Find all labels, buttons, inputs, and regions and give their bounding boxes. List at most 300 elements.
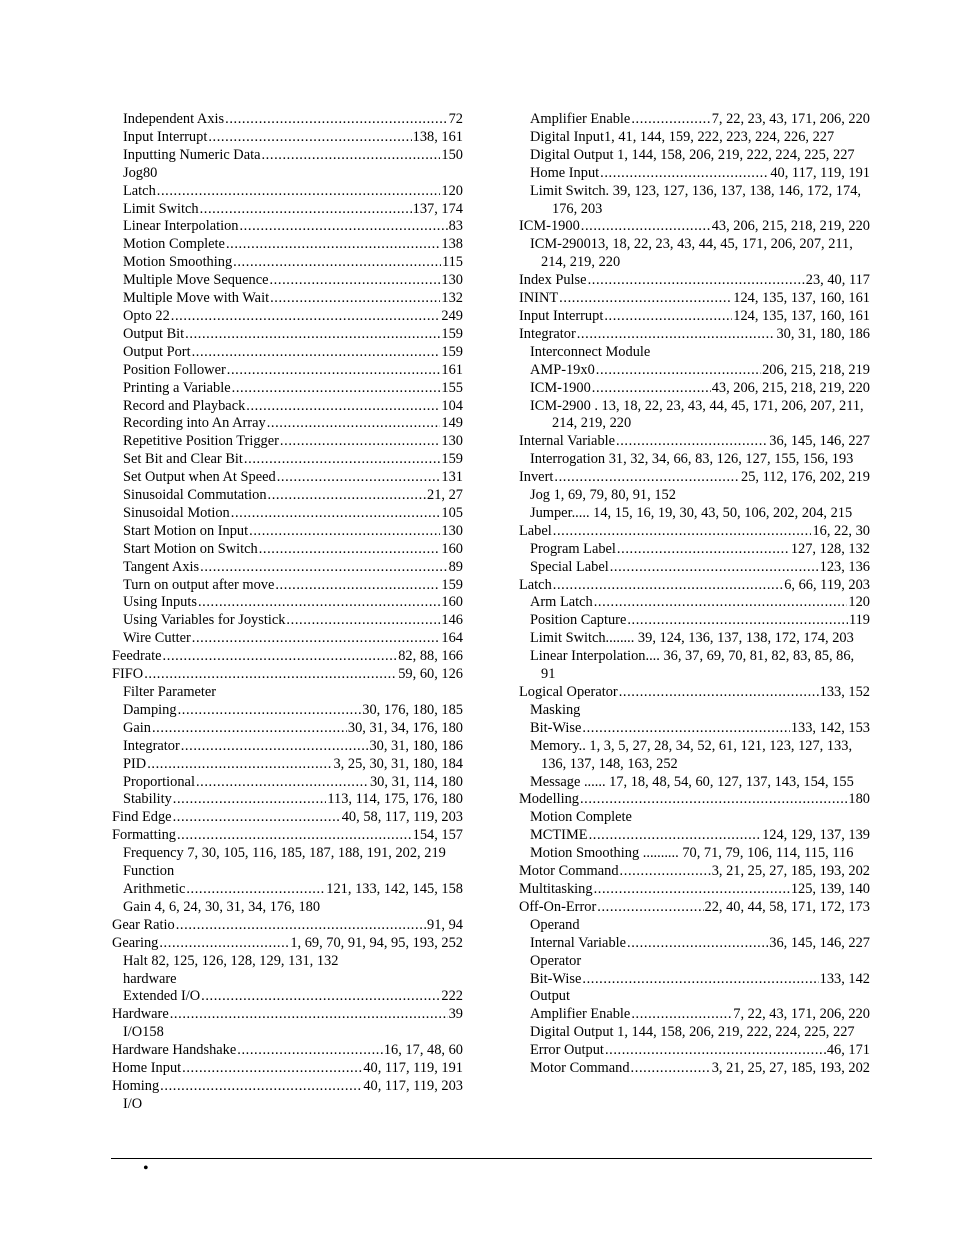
index-pages: 133, 142 bbox=[819, 970, 870, 987]
index-term: Proportional bbox=[123, 773, 195, 790]
index-term: Using Inputs bbox=[123, 594, 197, 611]
index-term: Message ...... 17, 18, 48, 54, 60, 127, 137, 143, 154, 155 bbox=[530, 773, 854, 790]
index-entry bbox=[112, 863, 463, 881]
dot-leader bbox=[186, 881, 325, 899]
index-term: Digital Input1, 41, 144, 159, 222, 223, 224, 226, 227 bbox=[530, 128, 835, 145]
index-term: Masking bbox=[530, 701, 581, 718]
index-entry bbox=[112, 201, 463, 219]
index-entry bbox=[519, 791, 870, 809]
index-term: Output Port bbox=[123, 343, 191, 360]
index-pages: 146 bbox=[441, 612, 463, 629]
index-entry bbox=[112, 236, 463, 254]
dot-leader bbox=[201, 988, 440, 1006]
index-pages: 120 bbox=[441, 182, 463, 199]
index-pages: 21, 27 bbox=[427, 487, 463, 504]
index-term: Position Follower bbox=[123, 361, 226, 378]
index-entry bbox=[519, 523, 870, 541]
dot-leader bbox=[163, 648, 398, 666]
index-term: Frequency 7, 30, 105, 116, 185, 187, 188, 191, 202, 219 bbox=[123, 845, 446, 862]
index-entry bbox=[112, 1060, 463, 1078]
dot-leader bbox=[620, 863, 711, 881]
index-entry bbox=[519, 809, 870, 827]
index-entry bbox=[519, 487, 870, 505]
index-term: Internal Variable bbox=[530, 934, 627, 951]
dot-leader bbox=[198, 594, 440, 612]
dot-leader bbox=[177, 827, 412, 845]
index-entry bbox=[112, 290, 463, 308]
index-pages: 138, 161 bbox=[412, 128, 463, 145]
index-term: Independent Axis bbox=[123, 111, 225, 127]
index-term: Stability bbox=[123, 791, 172, 808]
index-entry bbox=[112, 559, 463, 577]
dot-leader bbox=[627, 935, 768, 953]
index-entry bbox=[112, 648, 463, 666]
index-pages: 91, 94 bbox=[427, 916, 463, 933]
index-pages: 138 bbox=[441, 236, 463, 253]
index-pages: 22, 40, 44, 58, 171, 172, 173 bbox=[704, 898, 870, 915]
dot-leader bbox=[178, 702, 362, 720]
dot-leader bbox=[170, 1006, 448, 1024]
index-entry bbox=[112, 809, 463, 827]
index-pages: 124, 135, 137, 160, 161 bbox=[733, 307, 870, 324]
index-term: Hardware bbox=[112, 1006, 169, 1023]
index-term: Jog 1, 69, 79, 80, 91, 152 bbox=[530, 487, 676, 504]
index-term: Filter Parameter bbox=[123, 684, 217, 700]
dot-leader bbox=[182, 1060, 362, 1078]
dot-leader bbox=[580, 791, 847, 809]
index-pages: 127, 128, 132 bbox=[790, 540, 870, 557]
index-entry bbox=[519, 577, 870, 595]
index-pages: 124, 129, 137, 139 bbox=[762, 827, 870, 844]
index-entry bbox=[112, 988, 463, 1006]
index-pages: 159 bbox=[441, 451, 463, 468]
index-entry bbox=[112, 791, 463, 809]
dot-leader bbox=[268, 487, 427, 505]
index-term: Gearing bbox=[112, 934, 159, 951]
dot-leader bbox=[233, 254, 441, 272]
index-term: Amplifier Enable bbox=[530, 1006, 631, 1023]
index-term: Interrogation 31, 32, 34, 66, 83, 126, 127, 155, 156, 193 bbox=[530, 451, 854, 468]
dot-leader bbox=[559, 290, 732, 308]
index-term: Motion Complete bbox=[123, 236, 225, 253]
footer-bullet: • bbox=[143, 1160, 149, 1177]
dot-leader bbox=[200, 201, 412, 219]
index-term: Extended I/O bbox=[123, 988, 201, 1005]
index-term: Internal Variable bbox=[519, 433, 616, 450]
index-pages: 40, 117, 119, 191 bbox=[770, 164, 870, 181]
index-entry bbox=[519, 559, 870, 577]
index-pages: 131 bbox=[441, 469, 463, 486]
index-pages: 43, 206, 215, 218, 219, 220 bbox=[711, 218, 870, 235]
index-term: ICM-1900 bbox=[530, 379, 591, 396]
index-pages: 43, 206, 215, 218, 219, 220 bbox=[711, 379, 870, 396]
index-term: Jog80 bbox=[123, 164, 158, 181]
dot-leader bbox=[171, 308, 441, 326]
index-term: ICM-1900 bbox=[519, 218, 580, 235]
index-term: Linear Interpolation bbox=[123, 218, 239, 235]
index-term: Record and Playback bbox=[123, 397, 246, 414]
index-term: Set Output when At Speed bbox=[123, 469, 276, 486]
index-entry bbox=[519, 326, 870, 344]
dot-leader bbox=[152, 720, 347, 738]
index-pages: 150 bbox=[441, 146, 463, 163]
dot-leader bbox=[589, 827, 761, 845]
index-entry bbox=[519, 218, 870, 236]
dot-leader bbox=[231, 505, 441, 523]
index-pages: 6, 66, 119, 203 bbox=[784, 576, 870, 593]
index-entry bbox=[519, 720, 870, 738]
index-pages: 16, 17, 48, 60 bbox=[383, 1042, 463, 1059]
index-entry bbox=[519, 684, 870, 702]
index-entry bbox=[112, 630, 463, 648]
index-entry bbox=[112, 451, 463, 469]
index-pages: 249 bbox=[441, 307, 463, 324]
index-entry bbox=[112, 272, 463, 290]
index-entry bbox=[112, 111, 463, 129]
index-term: Modelling bbox=[519, 791, 579, 808]
index-pages: 137, 174 bbox=[412, 200, 463, 217]
index-entry bbox=[112, 129, 463, 147]
index-term: Latch bbox=[123, 182, 156, 199]
dot-leader bbox=[196, 774, 369, 792]
index-term: I/O bbox=[123, 1095, 143, 1112]
index-term: FIFO bbox=[112, 666, 144, 683]
dot-leader bbox=[244, 451, 440, 469]
dot-leader bbox=[267, 415, 441, 433]
index-entry bbox=[519, 630, 870, 648]
dot-leader bbox=[594, 594, 848, 612]
index-term: hardware bbox=[123, 970, 177, 987]
index-term: Digital Output 1, 144, 158, 206, 219, 222, 224, 225, 227 bbox=[530, 1024, 855, 1041]
index-pages: 161 bbox=[441, 361, 463, 378]
dot-leader bbox=[596, 362, 761, 380]
index-entry bbox=[112, 720, 463, 738]
index-entry bbox=[519, 702, 870, 720]
index-term: Integrator bbox=[519, 325, 576, 342]
index-term: Turn on output after move bbox=[123, 576, 275, 593]
index-term: Gain bbox=[123, 719, 151, 736]
index-term: Output bbox=[530, 988, 570, 1005]
index-column-right bbox=[519, 111, 870, 1078]
index-entry bbox=[519, 362, 870, 380]
index-pages: 206, 215, 218, 219 bbox=[762, 361, 870, 378]
index-entry bbox=[112, 917, 463, 935]
index-pages: 125, 139, 140 bbox=[790, 880, 870, 897]
dot-leader bbox=[249, 523, 440, 541]
index-pages: 119 bbox=[848, 612, 870, 629]
dot-leader bbox=[200, 559, 447, 577]
dot-leader bbox=[627, 612, 848, 630]
index-pages: 105 bbox=[441, 504, 463, 521]
index-term: Limit Switch bbox=[123, 200, 199, 217]
dot-leader bbox=[144, 666, 397, 684]
index-entry bbox=[519, 308, 870, 326]
index-term: Multiple Move with Wait bbox=[123, 290, 270, 307]
index-column-left bbox=[112, 111, 463, 1114]
index-pages: 130 bbox=[441, 522, 463, 539]
index-pages: 160 bbox=[441, 540, 463, 557]
index-term: Sinusoidal Commutation bbox=[123, 487, 267, 504]
dot-leader bbox=[280, 433, 440, 451]
dot-leader bbox=[619, 684, 819, 702]
dot-leader bbox=[554, 469, 740, 487]
index-entry bbox=[112, 971, 463, 989]
index-pages: 115 bbox=[441, 254, 463, 271]
index-pages: 39 bbox=[448, 1006, 463, 1023]
index-term: Homing bbox=[112, 1077, 160, 1094]
dot-leader bbox=[232, 380, 441, 398]
index-entry bbox=[519, 738, 870, 774]
index-pages: 130 bbox=[441, 272, 463, 289]
index-entry bbox=[519, 272, 870, 290]
index-entry bbox=[112, 1096, 463, 1114]
index-entry bbox=[519, 398, 870, 434]
index-term: Arm Latch bbox=[530, 594, 593, 611]
dot-leader bbox=[226, 236, 440, 254]
dot-leader bbox=[553, 523, 812, 541]
index-pages: 23, 40, 117 bbox=[805, 272, 870, 289]
index-pages: 30, 176, 180, 185 bbox=[362, 701, 463, 718]
index-term: Gain 4, 6, 24, 30, 31, 34, 176, 180 bbox=[123, 898, 321, 915]
dot-leader bbox=[610, 559, 819, 577]
index-entry bbox=[112, 505, 463, 523]
index-pages: 40, 58, 117, 119, 203 bbox=[341, 809, 463, 826]
index-term: Multitasking bbox=[519, 880, 593, 897]
index-term: Feedrate bbox=[112, 648, 162, 665]
index-pages: 164 bbox=[441, 630, 463, 647]
index-term: Motor Command bbox=[519, 863, 619, 880]
index-entry bbox=[112, 398, 463, 416]
index-entry bbox=[519, 1042, 870, 1060]
index-term: Memory.. 1, 3, 5, 27, 28, 34, 52, 61, 121, 123, 127, 133, 136, 137, 148, 163, 252 bbox=[530, 737, 853, 772]
index-entry bbox=[112, 738, 463, 756]
dot-leader bbox=[275, 577, 440, 595]
dot-leader bbox=[239, 218, 447, 236]
index-entry bbox=[519, 433, 870, 451]
dot-leader bbox=[581, 218, 711, 236]
index-term: Digital Output 1, 144, 158, 206, 219, 222, 224, 225, 227 bbox=[530, 146, 855, 163]
index-entry bbox=[112, 702, 463, 720]
index-entry bbox=[519, 917, 870, 935]
index-entry bbox=[112, 541, 463, 559]
index-term: Damping bbox=[123, 701, 177, 718]
index-pages: 159 bbox=[441, 343, 463, 360]
index-entry bbox=[112, 684, 463, 702]
dot-leader bbox=[227, 362, 441, 380]
index-pages: 83 bbox=[448, 218, 463, 235]
index-term: ICM-2900 . 13, 18, 22, 23, 43, 44, 45, 171, 206, 207, 211, 214, 219, 220 bbox=[530, 397, 864, 432]
index-term: Recording into An Array bbox=[123, 415, 266, 432]
dot-leader bbox=[159, 935, 289, 953]
index-pages: 30, 31, 180, 186 bbox=[369, 737, 463, 754]
index-pages: 104 bbox=[441, 397, 463, 414]
index-entry bbox=[112, 326, 463, 344]
index-term: Linear Interpolation.... 36, 37, 69, 70, 81, 82, 83, 85, 86, 91 bbox=[530, 648, 855, 683]
index-pages: 7, 22, 43, 171, 206, 220 bbox=[733, 1006, 870, 1023]
index-entry bbox=[112, 487, 463, 505]
dot-leader bbox=[553, 577, 783, 595]
index-term: Sinusoidal Motion bbox=[123, 504, 230, 521]
index-term: Multiple Move Sequence bbox=[123, 272, 269, 289]
dot-leader bbox=[631, 111, 710, 129]
index-entry bbox=[519, 881, 870, 899]
dot-leader bbox=[582, 971, 818, 989]
index-pages: 155 bbox=[441, 379, 463, 396]
index-entry bbox=[519, 469, 870, 487]
index-term: Label bbox=[519, 522, 552, 539]
index-entry bbox=[519, 147, 870, 165]
index-term: Bit-Wise bbox=[530, 970, 582, 987]
index-term: Function bbox=[123, 863, 175, 880]
index-entry bbox=[112, 935, 463, 953]
index-term: Motion Smoothing bbox=[123, 254, 233, 271]
index-term: Hardware Handshake bbox=[112, 1042, 237, 1059]
index-entry bbox=[112, 612, 463, 630]
index-entry bbox=[112, 183, 463, 201]
dot-leader bbox=[600, 165, 769, 183]
index-term: Start Motion on Input bbox=[123, 522, 249, 539]
index-pages: 3, 21, 25, 27, 185, 193, 202 bbox=[711, 1060, 870, 1077]
index-term: I/O158 bbox=[123, 1024, 164, 1041]
index-term: Start Motion on Switch bbox=[123, 540, 258, 557]
index-term: Output Bit bbox=[123, 325, 185, 342]
index-term: Operand bbox=[530, 916, 580, 933]
index-term: Gear Ratio bbox=[112, 916, 175, 933]
index-entry bbox=[112, 1006, 463, 1024]
index-term: Repetitive Position Trigger bbox=[123, 433, 279, 450]
index-entry bbox=[519, 505, 870, 523]
index-entry bbox=[519, 165, 870, 183]
index-pages: 89 bbox=[448, 558, 463, 575]
dot-leader bbox=[604, 308, 732, 326]
index-pages: 113, 114, 175, 176, 180 bbox=[327, 791, 463, 808]
index-entry bbox=[519, 541, 870, 559]
index-pages: 1, 69, 70, 91, 94, 95, 193, 252 bbox=[290, 934, 463, 951]
index-term: Using Variables for Joystick bbox=[123, 612, 286, 629]
dot-leader bbox=[157, 183, 441, 201]
dot-leader bbox=[237, 1042, 383, 1060]
dot-leader bbox=[160, 1078, 362, 1096]
dot-leader bbox=[582, 720, 789, 738]
index-term: Interconnect Module bbox=[530, 343, 651, 360]
index-entry bbox=[112, 899, 463, 917]
index-entry bbox=[112, 953, 463, 971]
index-entry bbox=[519, 648, 870, 684]
dot-leader bbox=[577, 326, 776, 344]
index-term: ININT bbox=[519, 290, 559, 307]
index-entry bbox=[519, 935, 870, 953]
index-term: Halt 82, 125, 126, 128, 129, 131, 132 bbox=[123, 952, 339, 969]
index-term: ICM-290013, 18, 22, 23, 43, 44, 45, 171, 206, 207, 211, 214, 219, 220 bbox=[530, 236, 853, 271]
index-pages: 133, 142, 153 bbox=[790, 719, 870, 736]
index-pages: 36, 145, 146, 227 bbox=[769, 433, 870, 450]
dot-leader bbox=[588, 272, 805, 290]
index-entry bbox=[112, 523, 463, 541]
index-pages: 160 bbox=[441, 594, 463, 611]
dot-leader bbox=[270, 290, 440, 308]
index-pages: 121, 133, 142, 145, 158 bbox=[326, 880, 463, 897]
index-term: Off-On-Error bbox=[519, 898, 597, 915]
dot-leader bbox=[173, 809, 341, 827]
index-pages: 30, 31, 34, 176, 180 bbox=[347, 719, 463, 736]
index-pages: 7, 22, 23, 43, 171, 206, 220 bbox=[711, 111, 870, 127]
dot-leader bbox=[597, 899, 703, 917]
index-term: Index Pulse bbox=[519, 272, 587, 289]
index-term: PID bbox=[123, 755, 147, 772]
index-entry bbox=[519, 129, 870, 147]
index-entry bbox=[519, 971, 870, 989]
index-term: Limit Switch. 39, 123, 127, 136, 137, 138, 146, 172, 174, 176, 203 bbox=[530, 182, 861, 217]
index-entry bbox=[112, 218, 463, 236]
index-entry bbox=[112, 577, 463, 595]
index-entry bbox=[519, 899, 870, 917]
index-pages: 159 bbox=[441, 576, 463, 593]
index-term: Logical Operator bbox=[519, 684, 618, 700]
index-entry bbox=[519, 290, 870, 308]
dot-leader bbox=[208, 129, 411, 147]
index-entry bbox=[112, 881, 463, 899]
index-pages: 25, 112, 176, 202, 219 bbox=[741, 469, 870, 486]
index-entry bbox=[112, 1078, 463, 1096]
index-pages: 3, 21, 25, 27, 185, 193, 202 bbox=[711, 863, 870, 880]
index-entry bbox=[112, 380, 463, 398]
index-pages: 36, 145, 146, 227 bbox=[769, 934, 870, 951]
dot-leader bbox=[631, 1060, 711, 1078]
index-entry bbox=[112, 774, 463, 792]
index-entry bbox=[112, 254, 463, 272]
index-entry bbox=[112, 362, 463, 380]
dot-leader bbox=[594, 881, 790, 899]
index-pages: 133, 152 bbox=[819, 684, 870, 700]
index-term: Program Label bbox=[530, 540, 616, 557]
index-term: Arithmetic bbox=[123, 880, 186, 897]
dot-leader bbox=[259, 541, 441, 559]
index-term: Formatting bbox=[112, 827, 176, 844]
dot-leader bbox=[261, 147, 440, 165]
dot-leader bbox=[185, 326, 440, 344]
index-pages: 40, 117, 119, 203 bbox=[363, 1077, 463, 1094]
index-term: Set Bit and Clear Bit bbox=[123, 451, 243, 468]
index-pages: 130 bbox=[441, 433, 463, 450]
index-pages: 3, 25, 30, 31, 180, 184 bbox=[333, 755, 463, 772]
index-pages: 149 bbox=[441, 415, 463, 432]
index-entry bbox=[519, 845, 870, 863]
index-term: Invert bbox=[519, 469, 554, 486]
index-entry bbox=[112, 594, 463, 612]
index-entry bbox=[112, 344, 463, 362]
index-entry bbox=[519, 236, 870, 272]
index-pages: 16, 22, 30 bbox=[812, 522, 870, 539]
index-entry bbox=[112, 666, 463, 684]
dot-leader bbox=[616, 433, 768, 451]
footer-rule bbox=[111, 1158, 872, 1159]
dot-leader bbox=[269, 272, 440, 290]
index-entry bbox=[519, 953, 870, 971]
index-entry bbox=[112, 308, 463, 326]
dot-leader bbox=[592, 380, 711, 398]
index-term: Jumper..... 14, 15, 16, 19, 30, 43, 50, 106, 202, 204, 215 bbox=[530, 504, 853, 521]
index-term: Amplifier Enable bbox=[530, 111, 631, 127]
index-pages: 159 bbox=[441, 325, 463, 342]
index-term: Motion Complete bbox=[530, 809, 632, 826]
index-pages: 30, 31, 114, 180 bbox=[369, 773, 463, 790]
index-pages: 123, 136 bbox=[819, 558, 870, 575]
dot-leader bbox=[605, 1042, 826, 1060]
dot-leader bbox=[192, 344, 441, 362]
index-term: Motor Command bbox=[530, 1060, 630, 1077]
dot-leader bbox=[225, 111, 447, 129]
index-term: Home Input bbox=[112, 1060, 182, 1077]
